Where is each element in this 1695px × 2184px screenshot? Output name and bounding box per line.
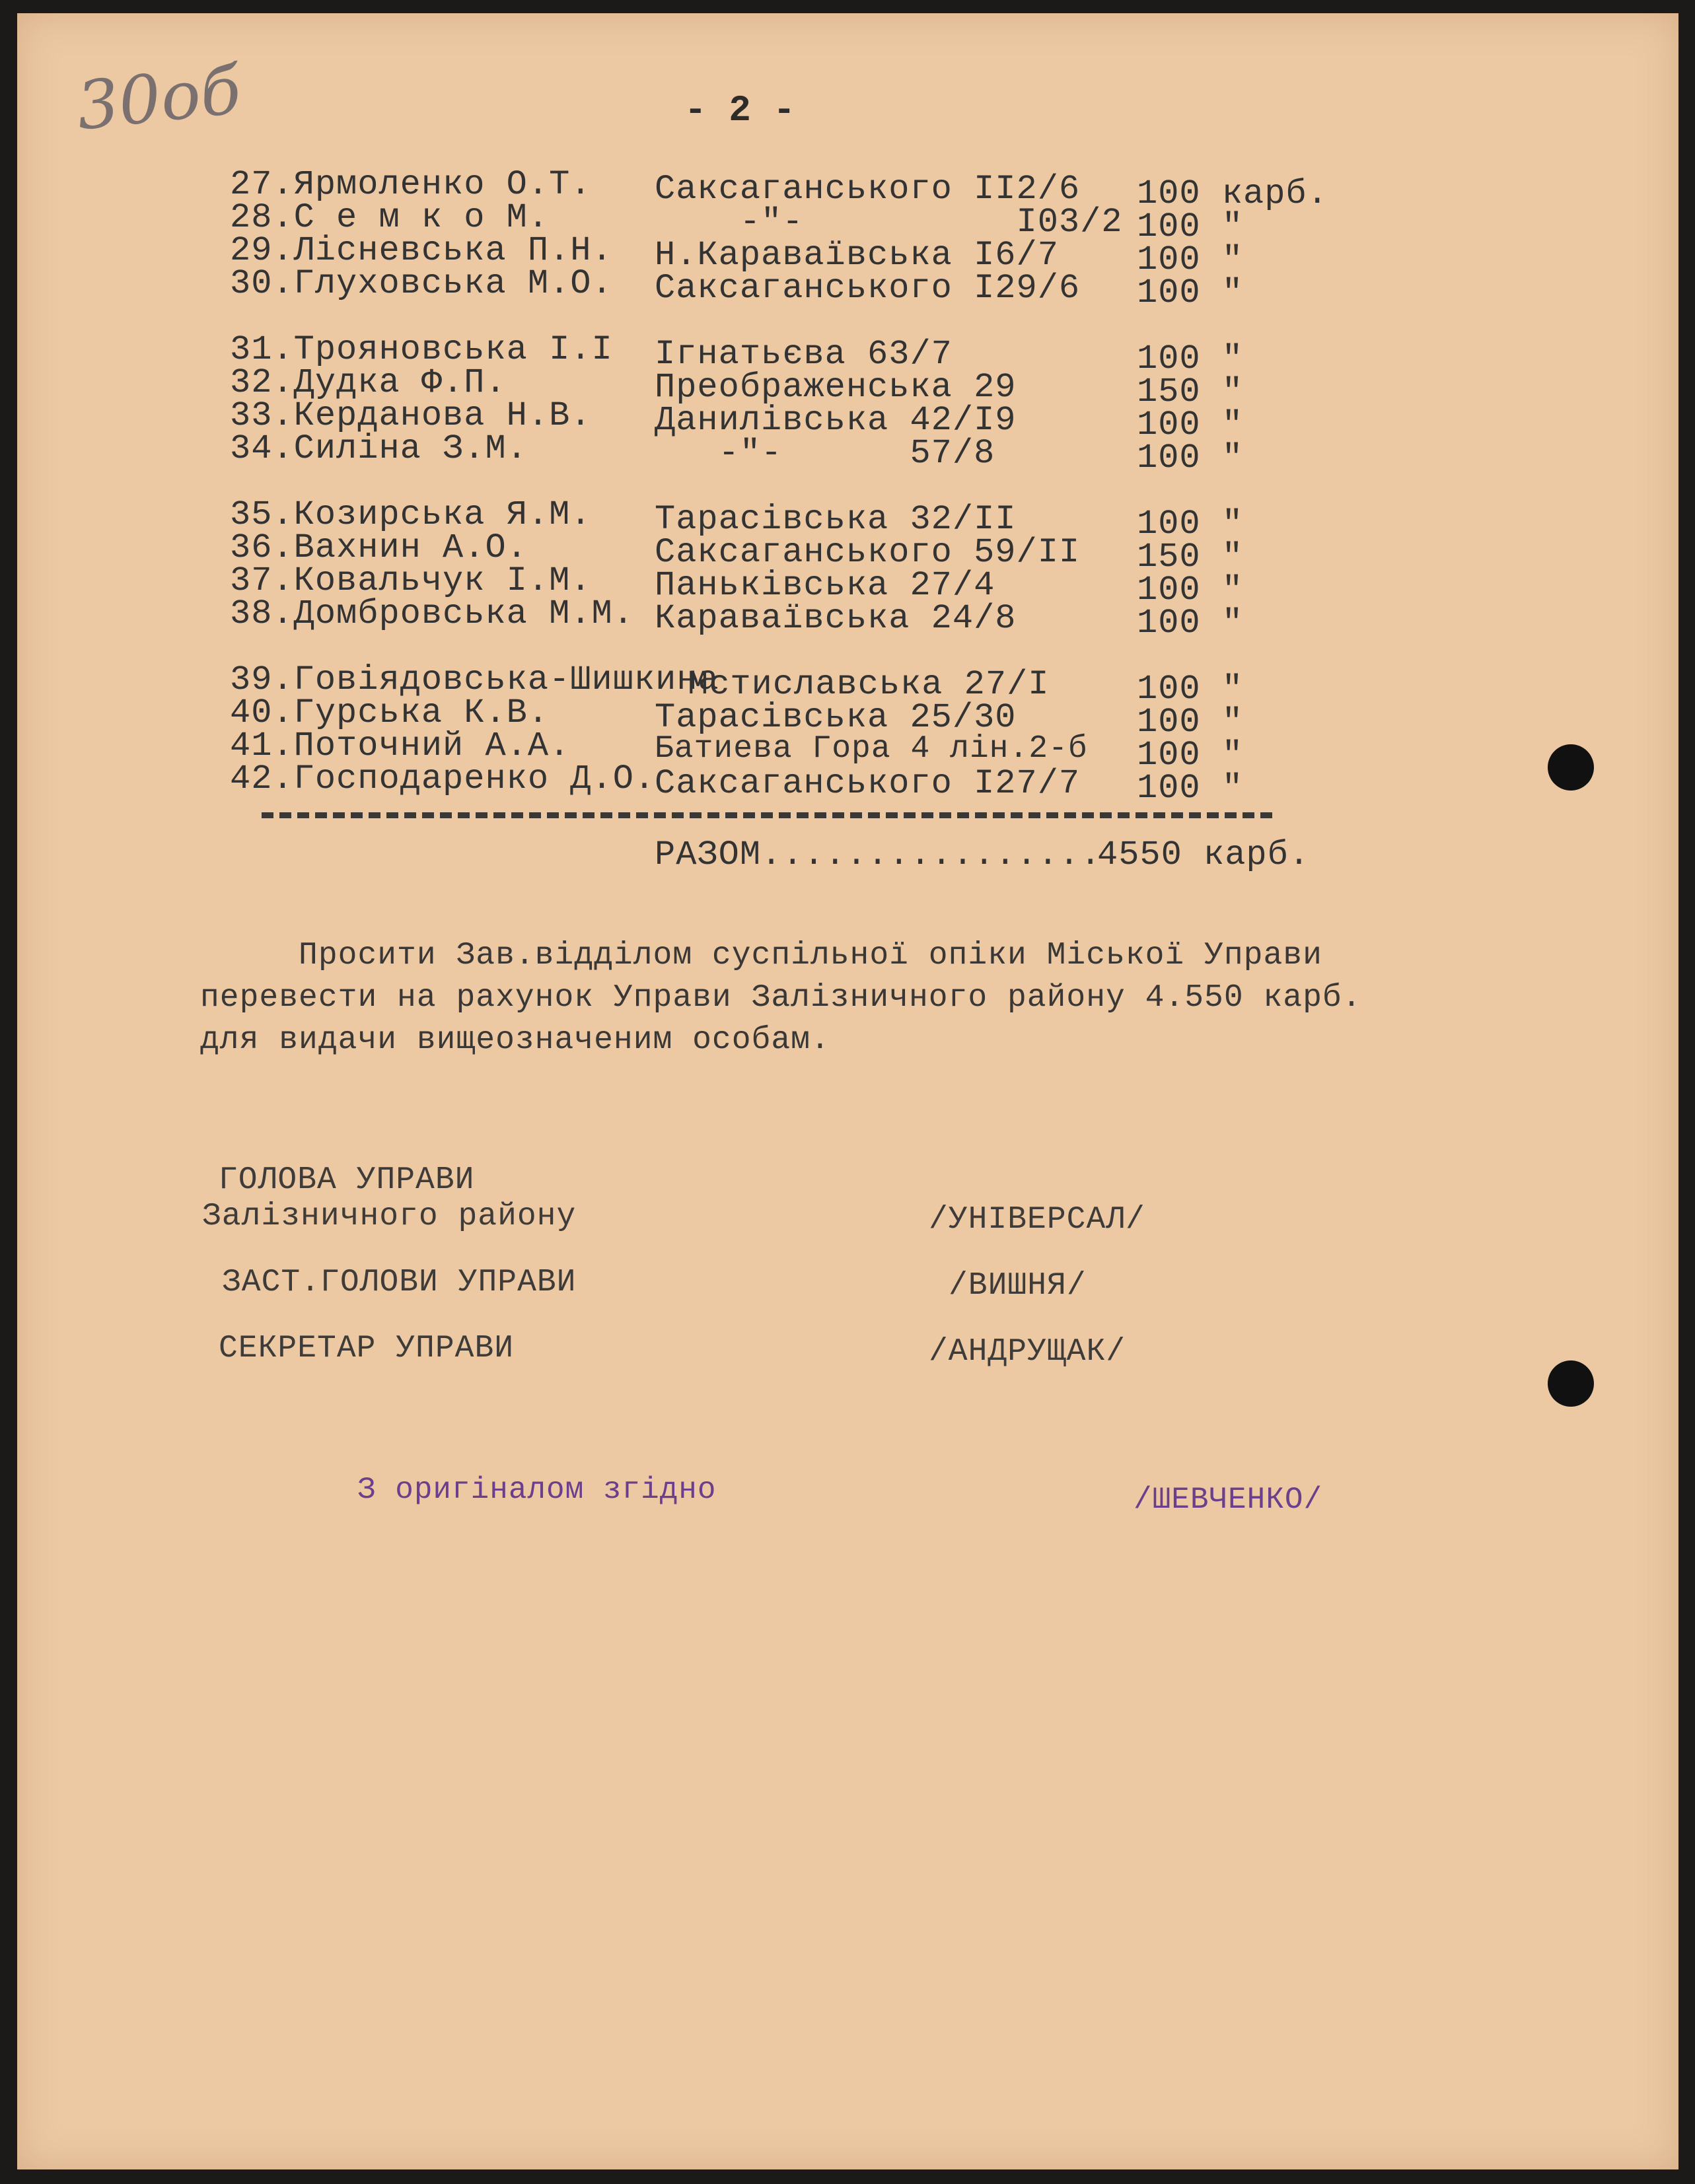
entry-27-address: Саксаганського II2/6: [655, 170, 1081, 209]
entry-37-name: 37.Ковальчук I.М.: [230, 561, 592, 600]
entry-38-name: 38.Домбровська М.М.: [230, 594, 634, 633]
entry-41-address: Батиева Гора 4 лін.2-б: [655, 731, 1088, 767]
entry-34-address: -"- 57/8: [655, 434, 995, 473]
entry-40-name: 40.Гурська К.В.: [230, 693, 550, 732]
entry-32-amount: 150 ": [1137, 372, 1244, 411]
entry-38-amount: 100 ": [1137, 604, 1244, 643]
signature-role-head-district: Залізничного району: [202, 1199, 577, 1234]
request-paragraph: Просити Зав.відділом суспільної опіки Міської Управи перевести на рахунок Управи Залізничного району 4.550 карб. для видачи вищеозначеним особам.: [200, 938, 1362, 1058]
total-value: 4550 карб.: [1097, 835, 1311, 874]
folio-number: 30об: [73, 51, 244, 145]
entry-35-address: Тарасівська 32/II: [655, 500, 1017, 539]
signature-role-head: ГОЛОВА УПРАВИ: [219, 1162, 475, 1198]
entry-32-name: 32.Дудка Ф.П.: [230, 363, 507, 402]
page-number: - 2 -: [684, 89, 796, 131]
entry-29-amount: 100 ": [1137, 240, 1244, 279]
certifier-name: /ШЕВЧЕНКО/: [1134, 1483, 1323, 1517]
entry-36-address: Саксаганського 59/II: [655, 533, 1081, 572]
entry-30-address: Саксаганського I29/6: [655, 269, 1081, 308]
entry-35-amount: 100 ": [1137, 505, 1244, 544]
entry-27-name: 27.Ярмоленко О.Т.: [230, 165, 592, 204]
entry-33-amount: 100 ": [1137, 405, 1244, 444]
entry-31-amount: 100 ": [1137, 339, 1244, 378]
entry-35-name: 35.Козирська Я.М.: [230, 495, 592, 534]
entry-29-address: Н.Караваївська I6/7: [655, 236, 1059, 275]
entry-28-name: 28.С е м к о М.: [230, 198, 550, 237]
entry-41-name: 41.Поточний А.А.: [230, 726, 571, 765]
entry-39-amount: 100 ": [1137, 670, 1244, 709]
entry-42-address: Саксаганського I27/7: [655, 764, 1081, 803]
punch-hole-top: [1548, 744, 1594, 791]
entry-37-address: Паньківська 27/4: [655, 566, 995, 605]
entry-37-amount: 100 ": [1137, 571, 1244, 610]
entry-30-amount: 100 ": [1137, 273, 1244, 312]
signature-role-secretary: СЕКРЕТАР УПРАВИ: [219, 1331, 515, 1366]
signature-name-secretary: /АНДРУЩАК/: [929, 1334, 1126, 1370]
entry-33-name: 33.Керданова Н.В.: [230, 396, 592, 435]
punch-hole-bottom: [1548, 1360, 1594, 1407]
document-sheet: [17, 13, 1678, 2169]
entry-36-amount: 150 ": [1137, 538, 1244, 577]
entry-39-name: 39.Говіядовська-Шишкина: [230, 660, 719, 699]
entry-42-name: 42.Господаренко Д.О.: [230, 759, 656, 798]
entry-40-address: Тарасівська 25/30: [655, 698, 1017, 737]
entry-32-address: Преображенська 29: [655, 368, 1017, 407]
entry-41-amount: 100 ": [1137, 736, 1244, 775]
entry-29-name: 29.Лісневська П.Н.: [230, 231, 613, 270]
signature-name-head: /УНІВЕРСАЛ/: [929, 1202, 1145, 1238]
entry-33-address: Данилівська 42/I9: [655, 401, 1017, 440]
entry-34-name: 34.Силіна З.М.: [230, 429, 528, 468]
entry-30-name: 30.Глуховська М.О.: [230, 264, 613, 303]
entry-39-address: Мстиславська 27/I: [688, 665, 1050, 704]
entry-28-amount: 100 ": [1137, 207, 1244, 246]
entry-27-amount: 100 карб.: [1137, 174, 1328, 213]
certification-note: З оригіналом згідно: [357, 1473, 717, 1507]
total-label: РАЗОМ................: [655, 835, 1102, 874]
entry-40-amount: 100 ": [1137, 703, 1244, 742]
entry-38-address: Караваївська 24/8: [655, 599, 1017, 638]
dashed-rule: [262, 812, 1272, 818]
signature-role-deputy: ЗАСТ.ГОЛОВИ УПРАВИ: [222, 1265, 577, 1300]
entry-31-name: 31.Трояновська I.I: [230, 330, 613, 369]
entry-36-name: 36.Вахнин А.О.: [230, 528, 528, 567]
signature-name-deputy: /ВИШНЯ/: [949, 1268, 1087, 1304]
entry-28-address: -"- I03/2: [655, 203, 1123, 242]
entry-42-amount: 100 ": [1137, 769, 1244, 808]
entry-31-address: Ігнатьєва 63/7: [655, 335, 953, 374]
entry-34-amount: 100 ": [1137, 439, 1244, 477]
